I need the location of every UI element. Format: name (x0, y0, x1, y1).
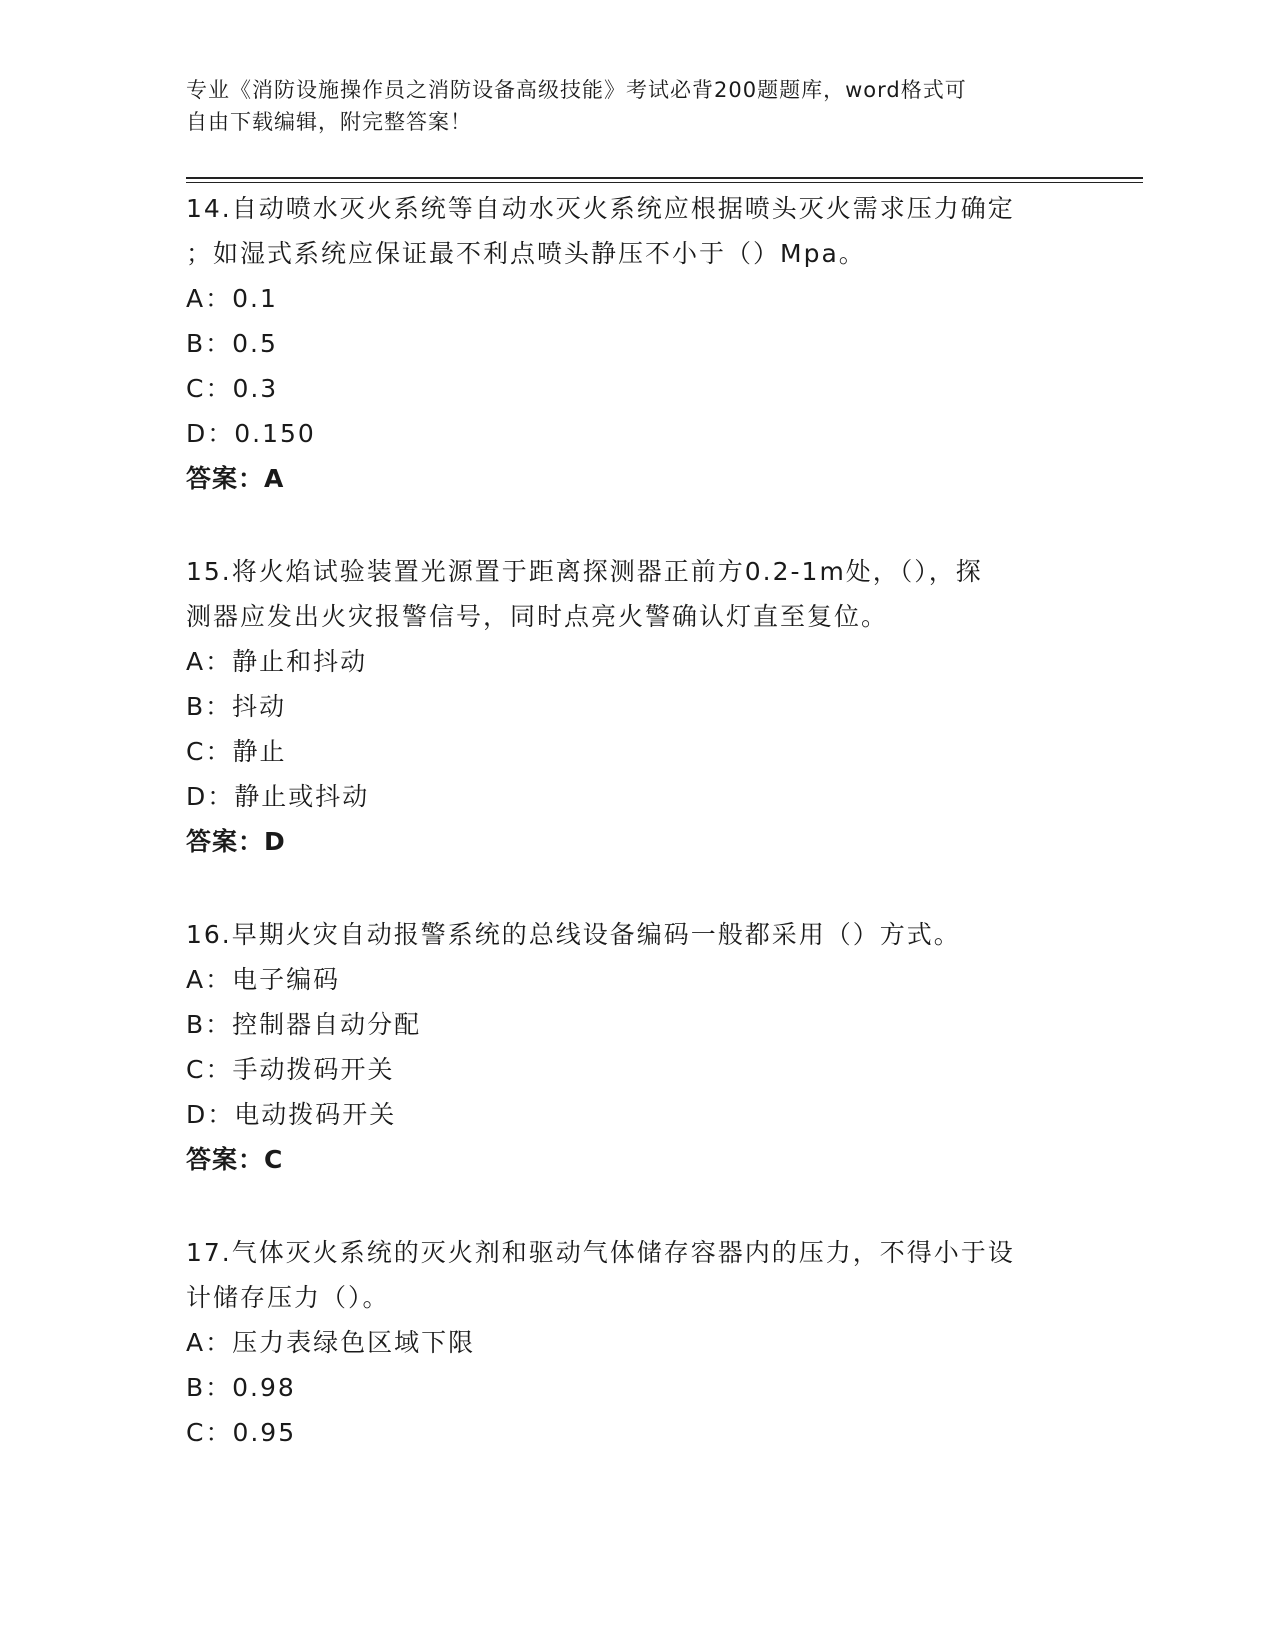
option-a: A：压力表绿色区域下限 (186, 1328, 476, 1357)
question-stem-line: ；如湿式系统应保证最不利点喷头静压不小于（）Mpa。 (186, 239, 866, 268)
option-c: C：0.95 (186, 1418, 297, 1447)
header-divider-thick (186, 177, 1143, 179)
answer: 答案：D (186, 827, 286, 856)
question-stem-line: 17.气体灭火系统的灭火剂和驱动气体储存容器内的压力，不得小于设 (186, 1238, 1015, 1267)
answer: 答案：C (186, 1145, 284, 1174)
question-stem-line: 15.将火焰试验装置光源置于距离探测器正前方0.2-1m处，（），探 (186, 557, 983, 586)
option-b: B：0.5 (186, 329, 278, 358)
option-b: B：控制器自动分配 (186, 1010, 422, 1039)
question-stem-line: 测器应发出火灾报警信号，同时点亮火警确认灯直至复位。 (186, 602, 889, 631)
question-14 (186, 186, 1066, 501)
question-15 (186, 549, 1066, 864)
question-spacer (186, 501, 1066, 549)
question-stem-line: 16.早期火灾自动报警系统的总线设备编码一般都采用（）方式。 (186, 920, 961, 949)
question-list (186, 186, 1066, 1455)
answer: 答案：A (186, 464, 285, 493)
option-d: D：电动拨码开关 (186, 1100, 397, 1129)
option-c: C：0.3 (186, 374, 279, 403)
option-d: D：0.150 (186, 419, 316, 448)
header-line-2: 自由下载编辑，附完整答案！ (186, 110, 472, 134)
question-16 (186, 912, 1066, 1182)
question-spacer (186, 1182, 1066, 1230)
option-c: C：静止 (186, 737, 287, 766)
option-a: A：0.1 (186, 284, 278, 313)
header-divider-thin (186, 182, 1143, 183)
question-spacer (186, 864, 1066, 912)
document-header (186, 74, 1066, 138)
option-b: B：抖动 (186, 692, 287, 721)
option-a: A：静止和抖动 (186, 647, 368, 676)
question-stem-line: 计储存压力（）。 (186, 1283, 390, 1312)
option-d: D：静止或抖动 (186, 782, 370, 811)
option-a: A：电子编码 (186, 965, 341, 994)
question-17 (186, 1230, 1066, 1455)
option-b: B：0.98 (186, 1373, 296, 1402)
question-stem-line: 14.自动喷水灭火系统等自动水灭火系统应根据喷头灭火需求压力确定 (186, 194, 1015, 223)
option-c: C：手动拨码开关 (186, 1055, 395, 1084)
header-line-1: 专业《消防设施操作员之消防设备高级技能》考试必背200题题库，word格式可 (186, 78, 967, 102)
